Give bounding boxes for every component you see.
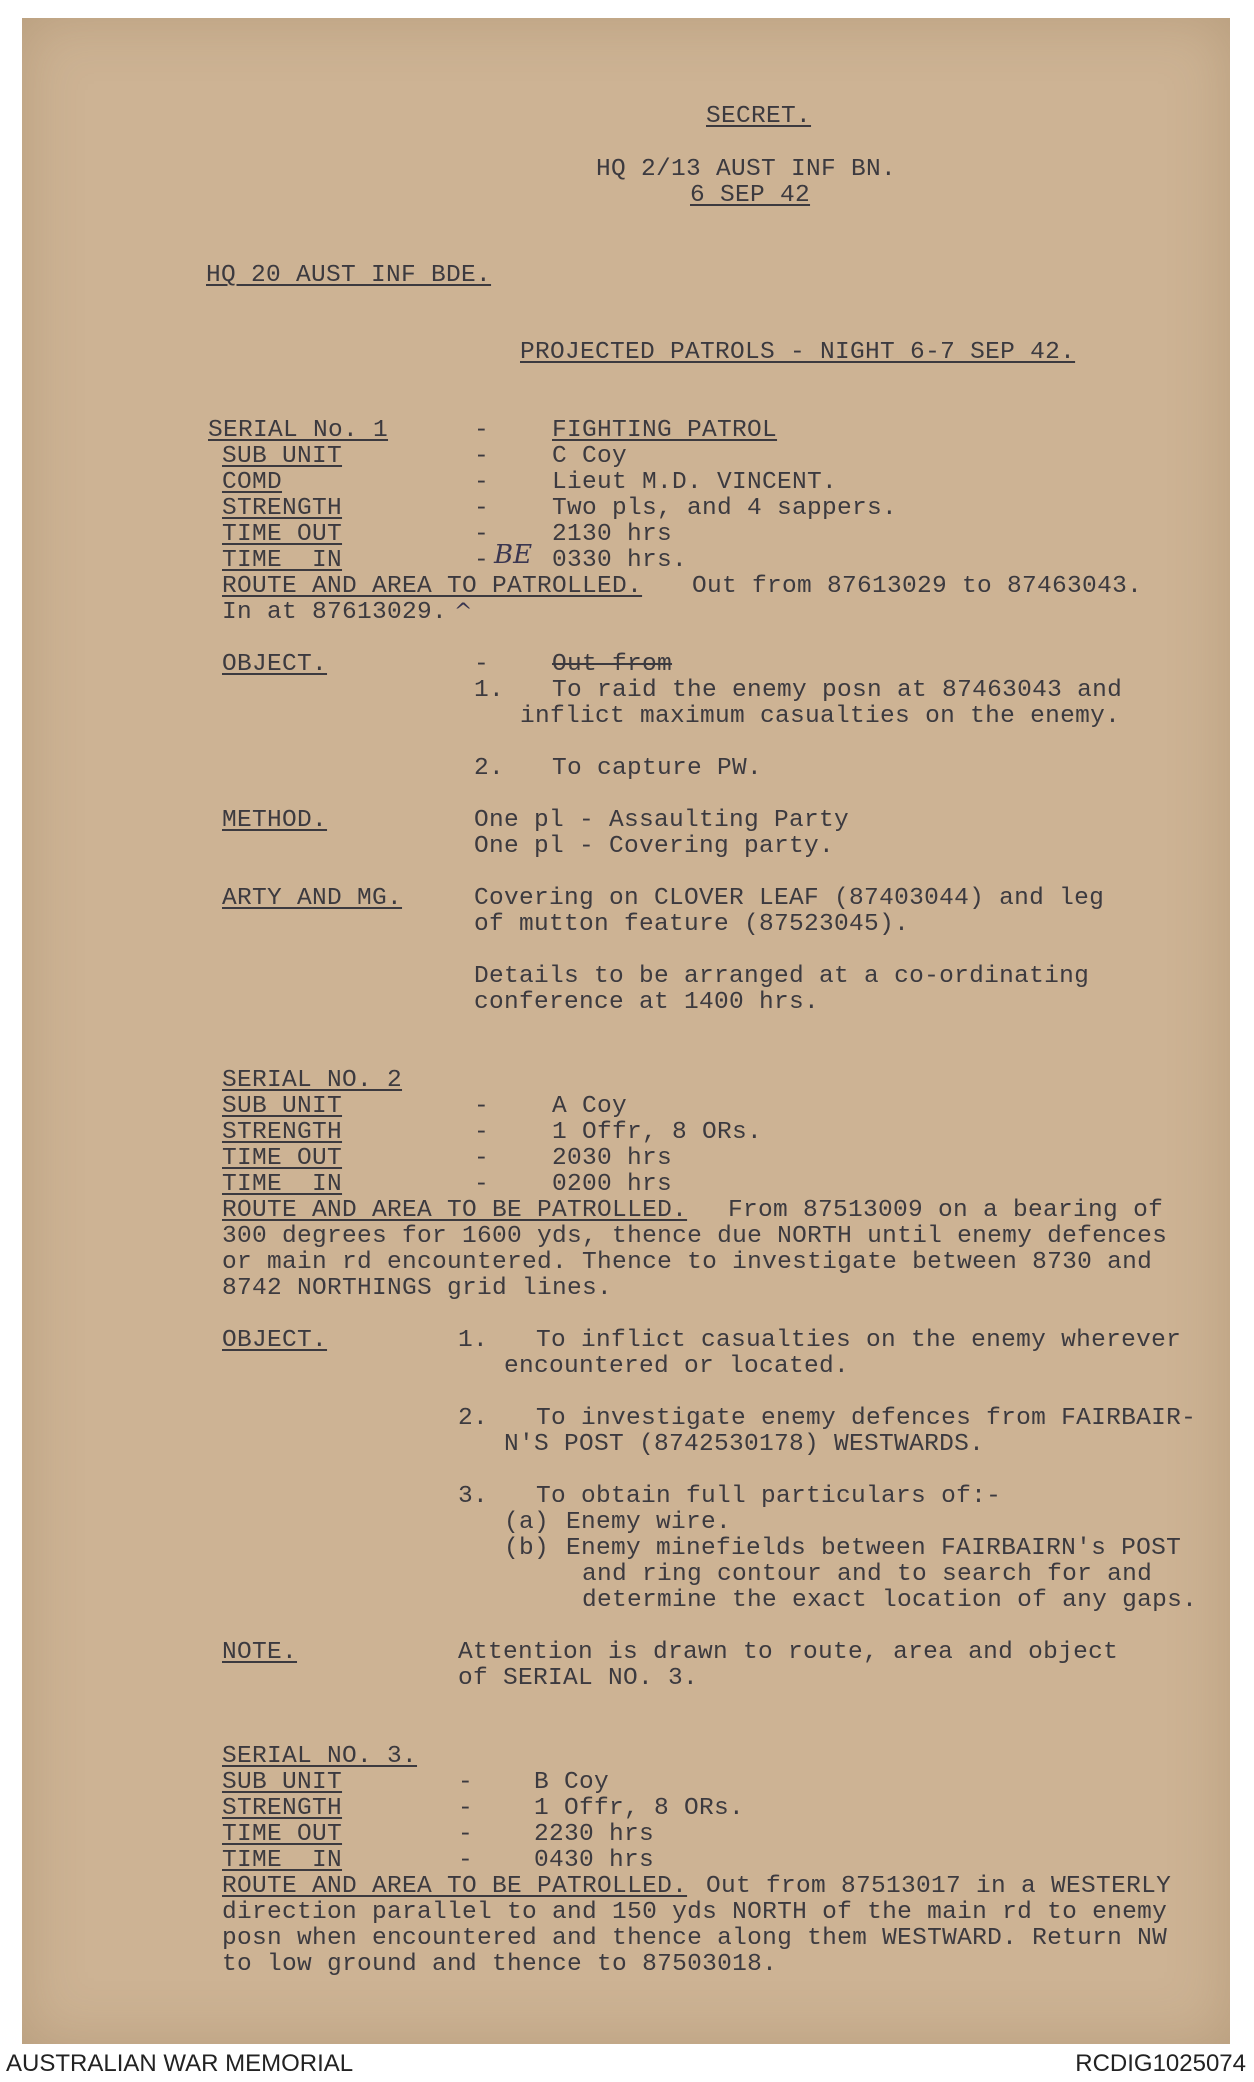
dash: - bbox=[474, 547, 490, 574]
serial-2-object-1-line-2: encountered or located. bbox=[504, 1353, 850, 1380]
serial-2-heading: SERIAL NO. 2 bbox=[222, 1067, 403, 1094]
serial-2-object-3-num: 3. bbox=[458, 1483, 489, 1510]
serial-2-note-label: NOTE. bbox=[222, 1639, 298, 1666]
serial-2-value-strength: 1 Offr, 8 ORs. bbox=[552, 1119, 763, 1146]
dash: - bbox=[474, 1171, 490, 1198]
serial-3-route-line-3: posn when encountered and thence along them WESTWARD. Return NW bbox=[222, 1925, 1168, 1952]
serial-1-object-1-num: 1. bbox=[474, 677, 505, 704]
dash: - bbox=[458, 1821, 474, 1848]
serial-1-object-1-line-2: inflict maximum casualties on the enemy. bbox=[520, 703, 1121, 730]
serial-1-details-line-1: Details to be arranged at a co-ordinating bbox=[474, 963, 1090, 990]
serial-2-object-1-line-1: To inflict casualties on the enemy wherever bbox=[536, 1327, 1182, 1354]
struck-out-text: Out from bbox=[552, 651, 673, 678]
serial-3-route-line-1: Out from 87513017 in a WESTERLY bbox=[706, 1873, 1172, 1900]
serial-1-heading: SERIAL No. 1 bbox=[208, 417, 389, 444]
serial-2-object-2-line-1: To investigate enemy defences from FAIRBAIR- bbox=[536, 1405, 1197, 1432]
serial-2-sub-b-letter: (b) bbox=[504, 1535, 550, 1562]
serial-2-object-1-num: 1. bbox=[458, 1327, 489, 1354]
serial-1-object-2-line-1: To capture PW. bbox=[552, 755, 763, 782]
serial-1-value-time-in: 0330 hrs. bbox=[552, 547, 688, 574]
addressee: HQ 20 AUST INF BDE. bbox=[206, 262, 492, 289]
dash: - bbox=[474, 651, 490, 678]
serial-2-label-time-out: TIME OUT bbox=[222, 1145, 343, 1172]
serial-2-value-time-out: 2030 hrs bbox=[552, 1145, 673, 1172]
dash: - bbox=[458, 1769, 474, 1796]
classification-marking: SECRET. bbox=[706, 103, 812, 130]
serial-2-label-strength: STRENGTH bbox=[222, 1119, 343, 1146]
dash: - bbox=[458, 1795, 474, 1822]
serial-3-route-line-4: to low ground and thence to 87503018. bbox=[222, 1951, 778, 1978]
dash: - bbox=[474, 495, 490, 522]
document-date: 6 SEP 42 bbox=[690, 182, 811, 209]
serial-1-label-sub-unit: SUB UNIT bbox=[222, 443, 343, 470]
serial-3-value-time-in: 0430 hrs bbox=[534, 1847, 655, 1874]
serial-1-label-time-out: TIME OUT bbox=[222, 521, 343, 548]
serial-3-route-label: ROUTE AND AREA TO BE PATROLLED. bbox=[222, 1873, 688, 1900]
dash: - bbox=[458, 1847, 474, 1874]
serial-1-value-time-out: 2130 hrs bbox=[552, 521, 673, 548]
serial-2-object-3-line-1: To obtain full particulars of:- bbox=[536, 1483, 1002, 1510]
serial-2-object-2-num: 2. bbox=[458, 1405, 489, 1432]
serial-2-label-time-in: TIME IN bbox=[222, 1171, 343, 1198]
serial-2-sub-b-text: Enemy minefields between FAIRBAIRN's POST bbox=[566, 1535, 1182, 1562]
serial-1-details-line-2: conference at 1400 hrs. bbox=[474, 989, 820, 1016]
serial-2-object-label: OBJECT. bbox=[222, 1327, 328, 1354]
serial-1-object-label: OBJECT. bbox=[222, 651, 328, 678]
dash: - bbox=[474, 443, 490, 470]
serial-3-label-sub-unit: SUB UNIT bbox=[222, 1769, 343, 1796]
serial-2-route-line-2: 300 degrees for 1600 yds, thence due NORTH until enemy defences bbox=[222, 1223, 1168, 1250]
serial-3-label-time-in: TIME IN bbox=[222, 1847, 343, 1874]
serial-3-heading: SERIAL NO. 3. bbox=[222, 1743, 418, 1770]
dash: - bbox=[474, 1093, 490, 1120]
dash: - bbox=[474, 521, 490, 548]
serial-2-sub-a-letter: (a) bbox=[504, 1509, 550, 1536]
serial-2-sub-b-cont-1: and ring contour and to search for and bbox=[582, 1561, 1153, 1588]
serial-1-object-1-line-1: To raid the enemy posn at 87463043 and bbox=[552, 677, 1123, 704]
serial-1-arty-line-1: Covering on CLOVER LEAF (87403044) and leg bbox=[474, 885, 1105, 912]
serial-2-route-line-4: 8742 NORTHINGS grid lines. bbox=[222, 1275, 613, 1302]
dash: - bbox=[474, 1145, 490, 1172]
serial-1-type: FIGHTING PATROL bbox=[552, 417, 778, 444]
serial-1-value-comd: Lieut M.D. VINCENT. bbox=[552, 469, 838, 496]
serial-2-route-line-1: From 87513009 on a bearing of bbox=[728, 1197, 1164, 1224]
serial-3-label-time-out: TIME OUT bbox=[222, 1821, 343, 1848]
serial-2-object-2-line-2: N'S POST (8742530178) WESTWARDS. bbox=[504, 1431, 985, 1458]
serial-1-route-label: ROUTE AND AREA TO PATROLLED. bbox=[222, 573, 643, 600]
document-page bbox=[22, 18, 1230, 2044]
handwritten-be-annotation: BE bbox=[494, 540, 533, 570]
serial-1-route-text: Out from 87613029 to 87463043. bbox=[692, 573, 1143, 600]
serial-3-value-sub-unit: B Coy bbox=[534, 1769, 610, 1796]
serial-1-object-2-num: 2. bbox=[474, 755, 505, 782]
serial-2-note-line-2: of SERIAL NO. 3. bbox=[458, 1665, 699, 1692]
serial-1-value-strength: Two pls, and 4 sappers. bbox=[552, 495, 898, 522]
serial-2-route-line-3: or main rd encountered. Thence to investigate between 8730 and bbox=[222, 1249, 1153, 1276]
dash: - bbox=[474, 469, 490, 496]
serial-2-sub-a-text: Enemy wire. bbox=[566, 1509, 732, 1536]
handwritten-caret: ^ bbox=[454, 600, 473, 625]
serial-2-label-sub-unit: SUB UNIT bbox=[222, 1093, 343, 1120]
document-title: PROJECTED PATROLS - NIGHT 6-7 SEP 42. bbox=[520, 339, 1076, 366]
serial-1-value-sub-unit: C Coy bbox=[552, 443, 628, 470]
dash: - bbox=[474, 1119, 490, 1146]
serial-2-sub-b-cont-2: determine the exact location of any gaps. bbox=[582, 1587, 1198, 1614]
serial-2-value-time-in: 0200 hrs bbox=[552, 1171, 673, 1198]
serial-1-label-strength: STRENGTH bbox=[222, 495, 343, 522]
serial-3-label-strength: STRENGTH bbox=[222, 1795, 343, 1822]
serial-1-method-line-1: One pl - Assaulting Party bbox=[474, 807, 850, 834]
serial-2-note-line-1: Attention is drawn to route, area and object bbox=[458, 1639, 1119, 1666]
serial-3-value-strength: 1 Offr, 8 ORs. bbox=[534, 1795, 745, 1822]
dash: - bbox=[474, 417, 490, 444]
footer-source: AUSTRALIAN WAR MEMORIAL bbox=[6, 2050, 354, 2077]
serial-1-label-comd: COMD bbox=[222, 469, 283, 496]
origin-unit: HQ 2/13 AUST INF BN. bbox=[596, 156, 897, 183]
footer-identifier: RCDIG1025074 bbox=[1075, 2050, 1246, 2077]
serial-1-method-label: METHOD. bbox=[222, 807, 328, 834]
serial-2-route-label: ROUTE AND AREA TO BE PATROLLED. bbox=[222, 1197, 688, 1224]
serial-3-value-time-out: 2230 hrs bbox=[534, 1821, 655, 1848]
serial-1-arty-label: ARTY AND MG. bbox=[222, 885, 403, 912]
serial-1-route-text-2: In at 87613029. bbox=[222, 599, 448, 626]
serial-1-method-line-2: One pl - Covering party. bbox=[474, 833, 835, 860]
serial-1-label-time-in: TIME IN bbox=[222, 547, 343, 574]
serial-1-arty-line-2: of mutton feature (87523045). bbox=[474, 911, 910, 938]
serial-2-value-sub-unit: A Coy bbox=[552, 1093, 628, 1120]
serial-3-route-line-2: direction parallel to and 150 yds NORTH of the main rd to enemy bbox=[222, 1899, 1168, 1926]
